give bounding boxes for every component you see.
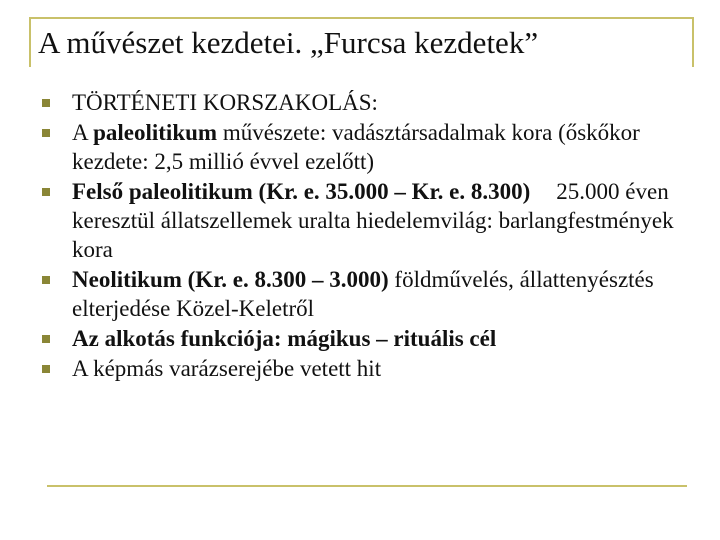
bullet-text-bold: paleolitikum	[93, 120, 218, 145]
bullet-text: A képmás varázserejébe vetett hit	[72, 356, 382, 381]
square-bullet-icon	[42, 188, 50, 196]
square-bullet-icon	[42, 99, 50, 107]
bullet-text: TÖRTÉNETI KORSZAKOLÁS:	[72, 90, 378, 115]
bullet-text-rest: földművelés, állattenyésztés elterjedése Közel-Keletről	[72, 267, 654, 321]
bullet-text-rest: művészete: vadásztársadalmak kora (őskőkor kezdete: 2,5 millió évvel ezelőtt)	[72, 120, 640, 174]
bullet-text-rest: 25.000 éven keresztül állatszellemek uralta hiedelemvilág: barlangfestmények kora	[72, 179, 674, 262]
bullet-item	[38, 354, 688, 383]
frame-left-line	[29, 17, 31, 67]
frame-top-line	[29, 17, 694, 19]
bullet-text-lead: A	[72, 120, 94, 145]
slide-title: A művészet kezdetei. „Furcsa kezdetek”	[38, 25, 539, 60]
square-bullet-icon	[42, 365, 50, 373]
bullet-item	[38, 118, 688, 176]
bullet-item	[38, 177, 688, 264]
bullet-item	[38, 265, 688, 323]
bullet-text-bold: Felső paleolitikum (Kr. e. 35.000 – Kr. e. 8.300)	[72, 179, 531, 204]
bullet-text-bold: Neolitikum (Kr. e. 8.300 – 3.000)	[72, 267, 389, 292]
frame-bottom-line	[47, 485, 687, 487]
square-bullet-icon	[42, 335, 50, 343]
bullet-text-bold: Az alkotás funkciója: mágikus – rituális cél	[72, 326, 497, 351]
bullet-list	[38, 88, 688, 384]
square-bullet-icon	[42, 276, 50, 284]
square-bullet-icon	[42, 129, 50, 137]
bullet-item	[38, 88, 688, 117]
bullet-item	[38, 324, 688, 353]
